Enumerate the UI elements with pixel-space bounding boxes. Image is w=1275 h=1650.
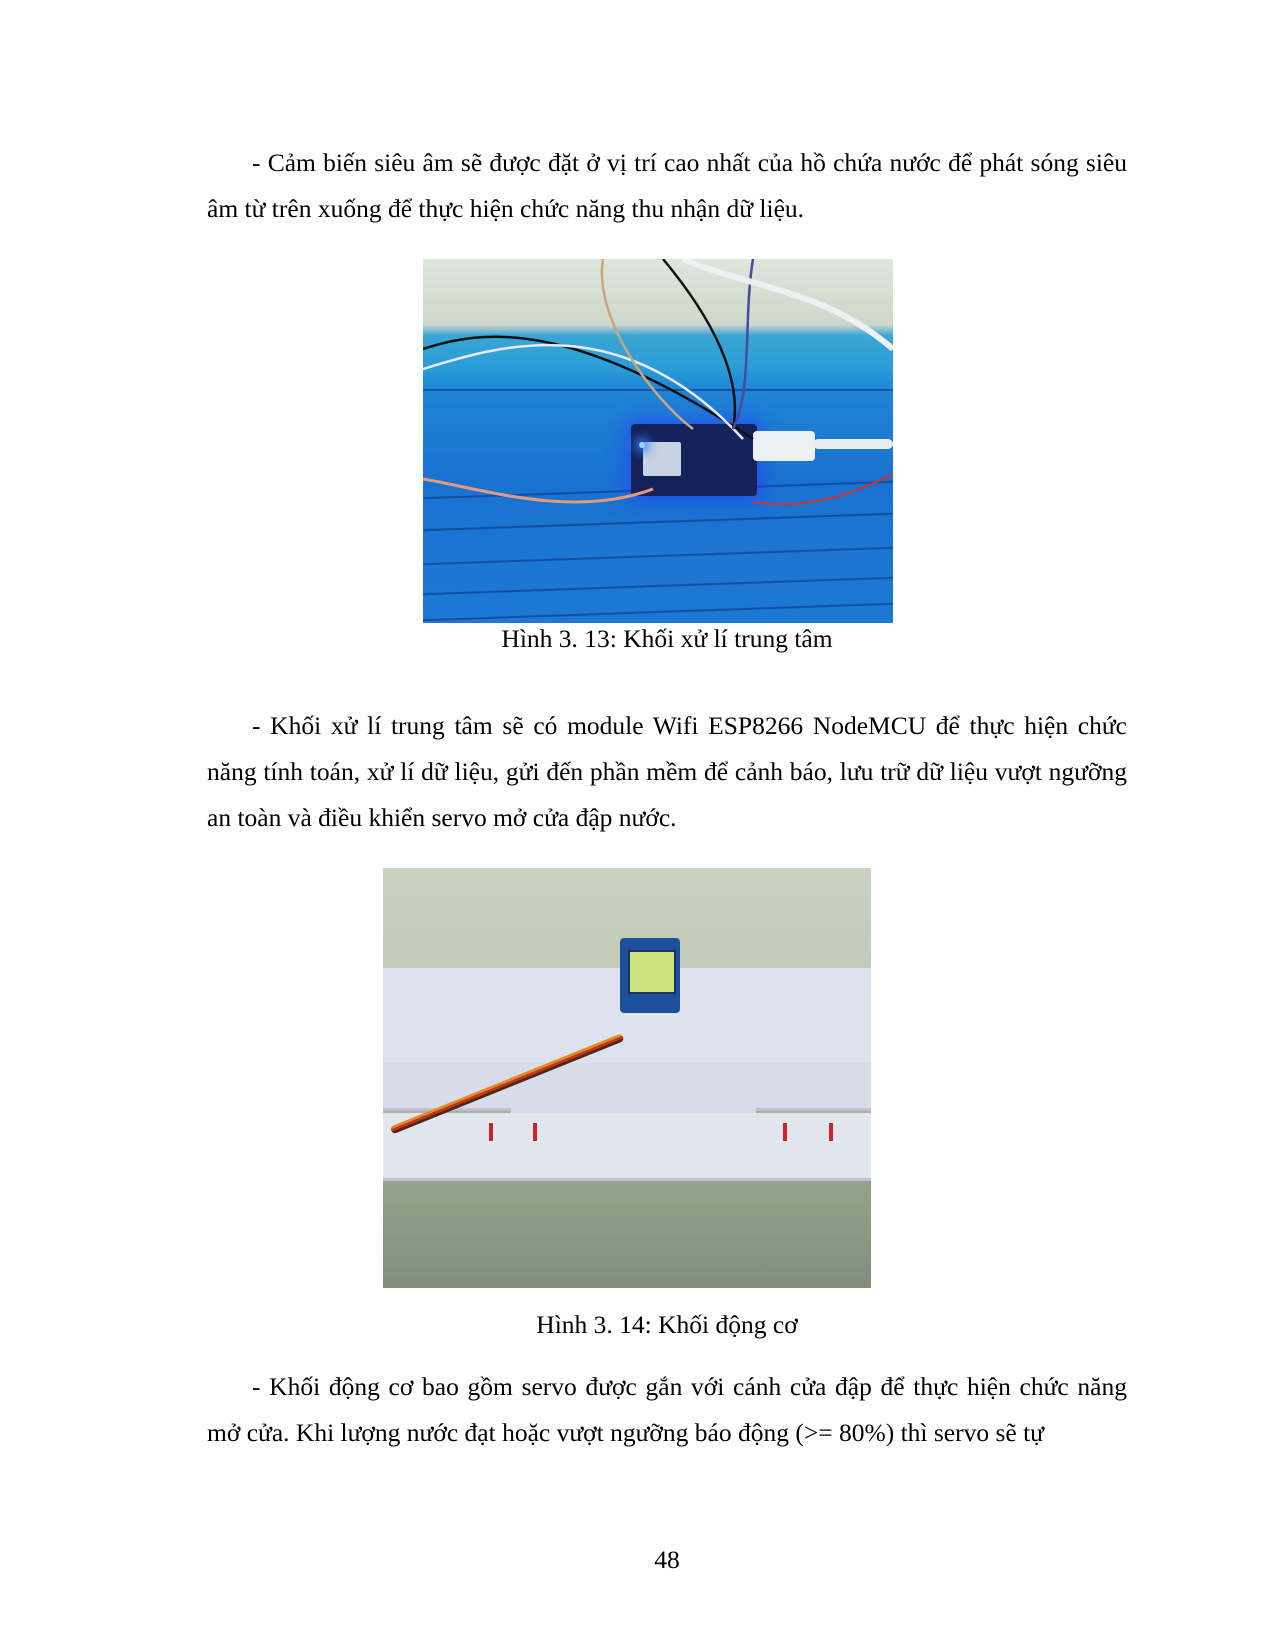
paragraph-central-processing: - Khối xử lí trung tâm sẽ có module Wifi ESP8266 NodeMCU để thực hiện chức năng tính toán, xử lí dữ liệu, gửi đến phần mềm để cảnh báo, lưu trữ dữ liệu vượt ngưỡng an toàn và điều khiển servo mở cửa đập nước. — [207, 711, 1127, 832]
figure-caption-3-14: Hình 3. 14: Khối động cơ — [536, 1310, 798, 1339]
figure-caption-3-13: Hình 3. 13: Khối xử lí trung tâm — [501, 624, 833, 653]
paragraph-ultrasonic-sensor: - Cảm biến siêu âm sẽ được đặt ở vị trí cao nhất của hồ chứa nước để phát sóng siêu âm từ trên xuống để thực hiện chức năng thu nhận dữ liệu. — [207, 148, 1127, 223]
servo-motor — [620, 938, 680, 1013]
wires-graphic — [423, 259, 893, 623]
figure-image-central-processing-unit — [423, 259, 893, 623]
page-number: 48 — [654, 1545, 680, 1574]
paragraph-motor-block: - Khối động cơ bao gồm servo được gắn với cánh cửa đập để thực hiện chức năng mở cửa. Khi lượng nước đạt hoặc vượt ngưỡng báo động (>= 80%) thì servo sẽ tự — [207, 1372, 1127, 1447]
figure-image-motor-block — [383, 868, 871, 1288]
